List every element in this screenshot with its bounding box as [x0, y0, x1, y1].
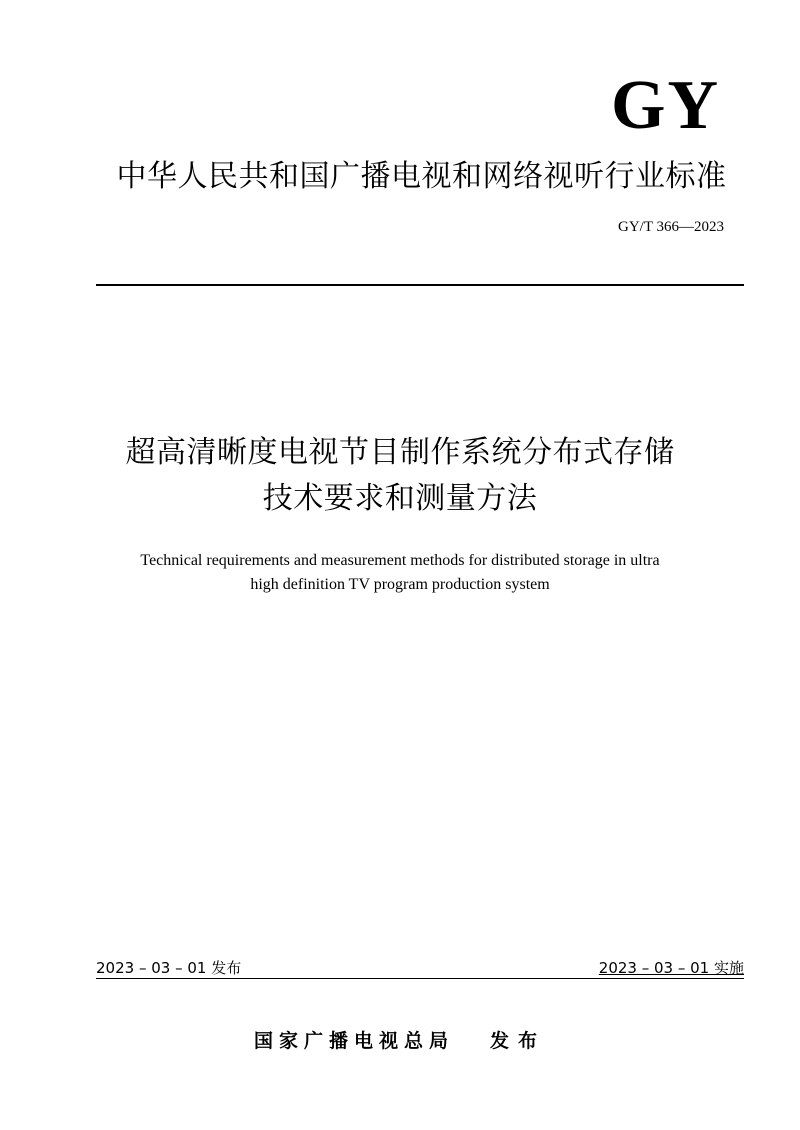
publisher-line — [0, 1028, 800, 1054]
chinese-title — [60, 430, 740, 522]
standard-number: GY/T 366—2023 — [618, 219, 724, 235]
issue-date: 2023 – 03 – 01 发布 — [96, 959, 242, 977]
english-title-line-2: high definition TV program production system — [250, 576, 550, 593]
publisher-organization: 国家广播电视总局 — [253, 1030, 454, 1052]
bottom-divider — [96, 978, 744, 979]
implementation-date: 2023 – 03 – 01 实施 — [598, 959, 744, 977]
publish-label: 发布 — [490, 1030, 547, 1052]
chinese-title-line-2: 技术要求和测量方法 — [262, 481, 538, 516]
gy-logo: GY — [611, 67, 720, 144]
date-row — [96, 958, 744, 980]
top-divider — [96, 284, 744, 286]
chinese-title-line-1: 超高清晰度电视节目制作系统分布式存储 — [125, 435, 675, 470]
industry-standard-heading: 中华人民共和国广播电视和网络视听行业标准 — [116, 159, 727, 194]
english-title — [70, 549, 730, 597]
english-title-line-1: Technical requirements and measurement methods for distributed storage in ultra — [140, 552, 660, 569]
